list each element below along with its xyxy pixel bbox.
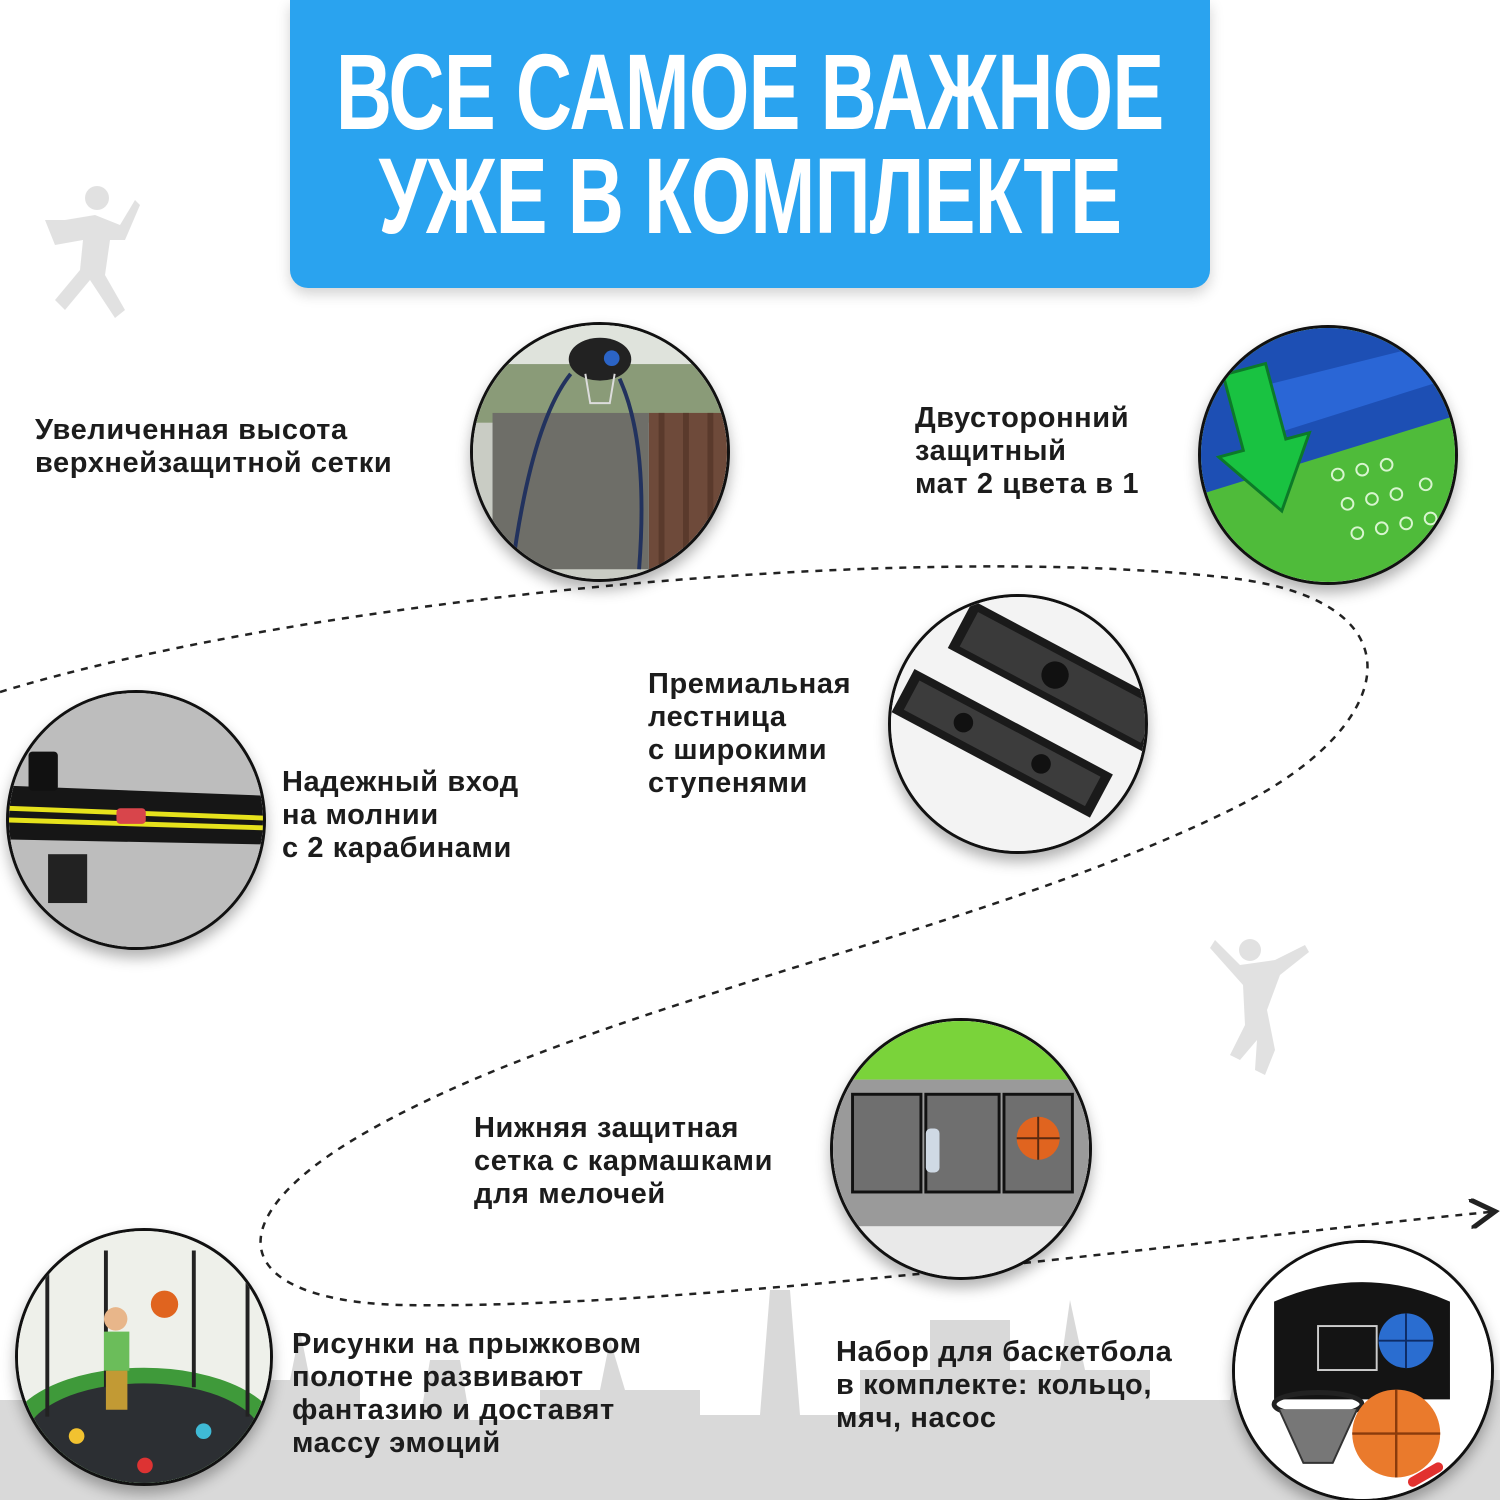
feature-line: Рисунки на прыжковом [292,1328,642,1360]
feature-line: полотне развивают [292,1361,584,1393]
feature-bottom-net-text [474,1112,773,1211]
feature-basketball-set-text [836,1336,1172,1435]
feature-line: защитный [915,435,1067,467]
pocket-net-photo [830,1018,1092,1280]
feature-mat-drawings-text [292,1328,642,1460]
feature-line: массу эмоций [292,1427,501,1459]
basketball-kit-photo [1232,1240,1494,1500]
ladder-photo [888,594,1148,854]
zipper-photo [6,690,266,950]
title-banner [290,0,1210,288]
feature-line: лестница [648,701,787,733]
feature-line: для мелочей [474,1178,666,1210]
feature-net-height-text [35,414,392,480]
feature-line: Набор для баскетбола [836,1336,1173,1368]
feature-line: в комплекте: кольцо, [836,1369,1153,1401]
feature-line: Премиальная [648,668,852,700]
feature-line: мат 2 цвета в 1 [915,468,1140,500]
feature-line: Двусторонний [915,402,1130,434]
green-mat-photo [1198,325,1458,585]
feature-double-mat-text [915,402,1139,501]
feature-line: с широкими [648,734,828,766]
feature-line: Надежный вход [282,766,519,798]
feature-line: с 2 карабинами [282,832,512,864]
feature-line: сетка с кармашками [474,1145,774,1177]
feature-line: Увеличенная высота [35,414,348,446]
basketball-hoop-net-photo [470,322,730,582]
feature-line: Нижняя защитная [474,1112,739,1144]
child-trampoline-photo [15,1228,273,1486]
banner-title-line-1: ВСЕ САМОЕ ВАЖНОЕ [336,31,1164,152]
banner-title-line-2: УЖЕ В КОМПЛЕКТЕ [378,135,1122,256]
feature-line: верхнейзащитной сетки [35,447,393,479]
feature-line: фантазию и доставят [292,1394,615,1426]
feature-line: на молнии [282,799,439,831]
feature-ladder-text [648,668,851,800]
feature-line: ступенями [648,767,808,799]
feature-line: мяч, насос [836,1402,997,1434]
feature-zipper-entry-text [282,766,519,865]
